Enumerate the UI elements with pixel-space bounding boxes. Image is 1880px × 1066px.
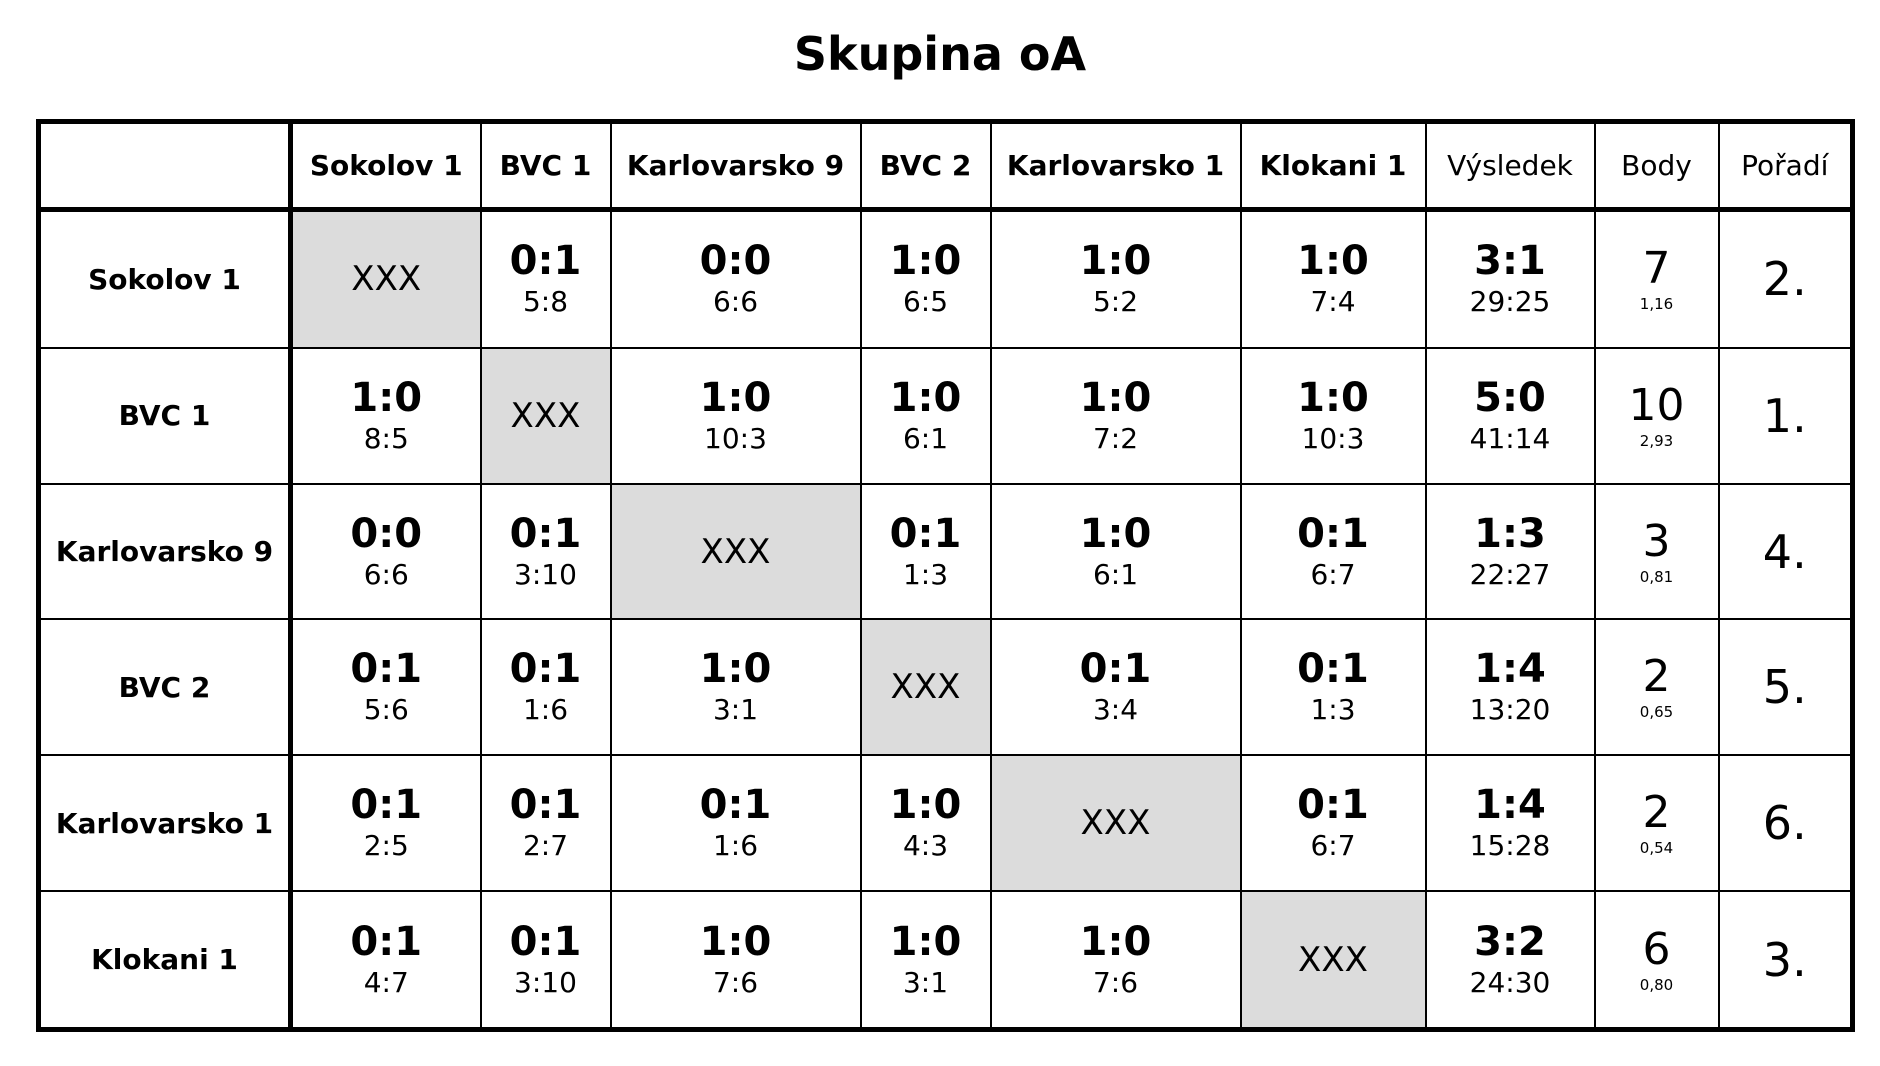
match-set-score: 6:6 (363, 557, 409, 591)
match-result: 1:0 (889, 918, 962, 965)
match-score-cell (861, 755, 991, 891)
result-cell (1426, 755, 1595, 891)
match-result: 0:1 (509, 238, 582, 285)
page-title: Skupina oA (793, 27, 1087, 81)
match-set-score: 5:2 (1092, 285, 1139, 319)
result-cell (1426, 348, 1595, 484)
result-cell (1426, 210, 1595, 348)
match-score-cell (291, 755, 481, 891)
match-score-cell (1241, 484, 1426, 620)
match-result: 1:0 (889, 374, 962, 421)
self-match-cell: XXX (291, 210, 481, 348)
match-set-score: 5:8 (522, 285, 569, 319)
points-cell (1595, 891, 1719, 1029)
result-cell (1426, 619, 1595, 755)
match-score-cell (861, 348, 991, 484)
self-match-cell: XXX (991, 755, 1241, 891)
match-result: 0:0 (350, 510, 423, 557)
rank-cell: 6. (1719, 755, 1853, 891)
result-cell (1426, 891, 1595, 1029)
row-header-team: BVC 2 (39, 619, 291, 755)
match-result: 1:0 (1079, 238, 1152, 285)
match-set-score: 1:6 (522, 693, 569, 727)
points-value: 2 (1642, 787, 1671, 839)
points-value: 2 (1642, 651, 1671, 703)
table-row (39, 348, 1853, 484)
match-result: 0:1 (889, 510, 962, 557)
match-result: 0:1 (509, 510, 582, 557)
match-score-cell (991, 210, 1241, 348)
match-set-score: 3:10 (514, 557, 577, 591)
match-score-cell (1241, 619, 1426, 755)
points-value: 7 (1642, 243, 1671, 295)
points-value: 10 (1628, 379, 1685, 431)
rank-cell: 2. (1719, 210, 1853, 348)
result-sets: 41:14 (1469, 421, 1551, 455)
row-header-team: Klokani 1 (39, 891, 291, 1029)
result-matches: 5:0 (1474, 374, 1546, 421)
self-match-cell: XXX (861, 619, 991, 755)
result-matches: 3:2 (1474, 918, 1546, 965)
corner-cell (39, 122, 291, 210)
match-set-score: 4:3 (902, 829, 949, 863)
points-value: 6 (1642, 923, 1671, 975)
result-matches: 3:1 (1474, 238, 1546, 285)
column-header-team: BVC 1 (481, 122, 611, 210)
match-set-score: 6:1 (1092, 557, 1139, 591)
result-sets: 15:28 (1469, 829, 1551, 863)
match-result: 1:0 (1079, 918, 1152, 965)
match-result: 1:0 (1297, 238, 1369, 285)
points-cell (1595, 210, 1719, 348)
match-result: 0:1 (1297, 646, 1369, 693)
points-cell (1595, 755, 1719, 891)
row-header-team: BVC 1 (39, 348, 291, 484)
match-score-cell (861, 210, 991, 348)
match-score-cell (291, 619, 481, 755)
match-result: 1:0 (1079, 510, 1152, 557)
result-sets: 29:25 (1469, 285, 1551, 319)
result-matches: 1:4 (1474, 646, 1546, 693)
match-result: 1:0 (350, 374, 423, 421)
result-sets: 22:27 (1469, 557, 1551, 591)
column-header-team: BVC 2 (861, 122, 991, 210)
match-score-cell (291, 891, 481, 1029)
match-score-cell (1241, 348, 1426, 484)
result-cell (1426, 484, 1595, 620)
match-result: 1:0 (699, 374, 772, 421)
points-ratio: 0,81 (1639, 567, 1674, 586)
match-score-cell (991, 891, 1241, 1029)
match-score-cell (991, 484, 1241, 620)
match-result: 0:1 (1297, 510, 1369, 557)
match-result: 1:0 (1079, 374, 1152, 421)
match-result: 0:1 (509, 782, 582, 829)
points-value: 3 (1642, 515, 1671, 567)
match-set-score: 7:4 (1310, 285, 1356, 319)
match-score-cell (481, 484, 611, 620)
match-set-score: 7:6 (1092, 965, 1139, 999)
column-header-team: Klokani 1 (1241, 122, 1426, 210)
standings-table (36, 119, 1855, 1032)
match-score-cell (611, 210, 861, 348)
match-score-cell (611, 619, 861, 755)
match-score-cell (481, 755, 611, 891)
points-cell (1595, 619, 1719, 755)
rank-cell: 1. (1719, 348, 1853, 484)
rank-cell: 3. (1719, 891, 1853, 1029)
match-score-cell (611, 755, 861, 891)
row-header-team: Karlovarsko 9 (39, 484, 291, 620)
match-score-cell (1241, 755, 1426, 891)
match-set-score: 5:6 (363, 693, 409, 727)
row-header-team: Karlovarsko 1 (39, 755, 291, 891)
column-header-team: Karlovarsko 1 (991, 122, 1241, 210)
self-match-cell: XXX (1241, 891, 1426, 1029)
self-match-cell: XXX (611, 484, 861, 620)
match-score-cell (291, 484, 481, 620)
match-result: 0:1 (1079, 646, 1152, 693)
points-cell (1595, 484, 1719, 620)
match-result: 0:1 (699, 782, 772, 829)
match-score-cell (291, 348, 481, 484)
match-score-cell (611, 891, 861, 1029)
points-ratio: 0,65 (1639, 703, 1674, 722)
row-header-team: Sokolov 1 (39, 210, 291, 348)
match-result: 0:1 (509, 918, 582, 965)
match-set-score: 10:3 (1301, 421, 1365, 455)
match-set-score: 2:7 (522, 829, 569, 863)
match-set-score: 6:7 (1310, 829, 1356, 863)
match-set-score: 7:2 (1092, 421, 1139, 455)
rank-cell: 5. (1719, 619, 1853, 755)
table-row (39, 619, 1853, 755)
match-result: 1:0 (699, 918, 772, 965)
match-set-score: 3:10 (514, 965, 577, 999)
match-set-score: 6:7 (1310, 557, 1356, 591)
column-header-points: Body (1595, 122, 1719, 210)
match-result: 0:1 (350, 782, 423, 829)
points-cell (1595, 348, 1719, 484)
match-score-cell (991, 619, 1241, 755)
table-header-row (39, 122, 1853, 210)
result-sets: 13:20 (1469, 693, 1551, 727)
match-result: 1:0 (699, 646, 772, 693)
table-row (39, 755, 1853, 891)
match-result: 0:0 (699, 238, 772, 285)
match-set-score: 1:3 (1310, 693, 1356, 727)
match-score-cell (481, 619, 611, 755)
match-result: 0:1 (350, 646, 423, 693)
result-matches: 1:3 (1474, 510, 1546, 557)
column-header-result: Výsledek (1426, 122, 1595, 210)
match-set-score: 6:5 (902, 285, 949, 319)
points-ratio: 1,16 (1639, 295, 1674, 314)
points-ratio: 0,80 (1639, 975, 1674, 994)
match-score-cell (481, 210, 611, 348)
result-sets: 24:30 (1469, 965, 1551, 999)
match-set-score: 1:3 (902, 557, 949, 591)
result-matches: 1:4 (1474, 782, 1546, 829)
match-result: 0:1 (1297, 782, 1369, 829)
match-set-score: 3:4 (1092, 693, 1139, 727)
match-score-cell (861, 891, 991, 1029)
match-result: 0:1 (350, 918, 423, 965)
match-result: 1:0 (889, 238, 962, 285)
match-result: 1:0 (889, 782, 962, 829)
match-set-score: 2:5 (363, 829, 409, 863)
match-score-cell (991, 348, 1241, 484)
rank-cell: 4. (1719, 484, 1853, 620)
match-result: 0:1 (509, 646, 582, 693)
self-match-cell: XXX (481, 348, 611, 484)
column-header-rank: Pořadí (1719, 122, 1853, 210)
column-header-team: Karlovarsko 9 (611, 122, 861, 210)
match-set-score: 10:3 (704, 421, 767, 455)
match-result: 1:0 (1297, 374, 1369, 421)
match-score-cell (481, 891, 611, 1029)
match-set-score: 8:5 (363, 421, 409, 455)
table-row (39, 210, 1853, 348)
match-set-score: 6:1 (902, 421, 949, 455)
match-score-cell (861, 484, 991, 620)
table-row (39, 484, 1853, 620)
match-score-cell (1241, 210, 1426, 348)
points-ratio: 2,93 (1639, 431, 1674, 450)
match-score-cell (611, 348, 861, 484)
match-set-score: 6:6 (712, 285, 759, 319)
match-set-score: 3:1 (902, 965, 949, 999)
points-ratio: 0,54 (1639, 839, 1674, 858)
table-row (39, 891, 1853, 1029)
match-set-score: 7:6 (712, 965, 759, 999)
match-set-score: 4:7 (363, 965, 409, 999)
match-set-score: 3:1 (712, 693, 759, 727)
match-set-score: 1:6 (712, 829, 759, 863)
column-header-team: Sokolov 1 (291, 122, 481, 210)
